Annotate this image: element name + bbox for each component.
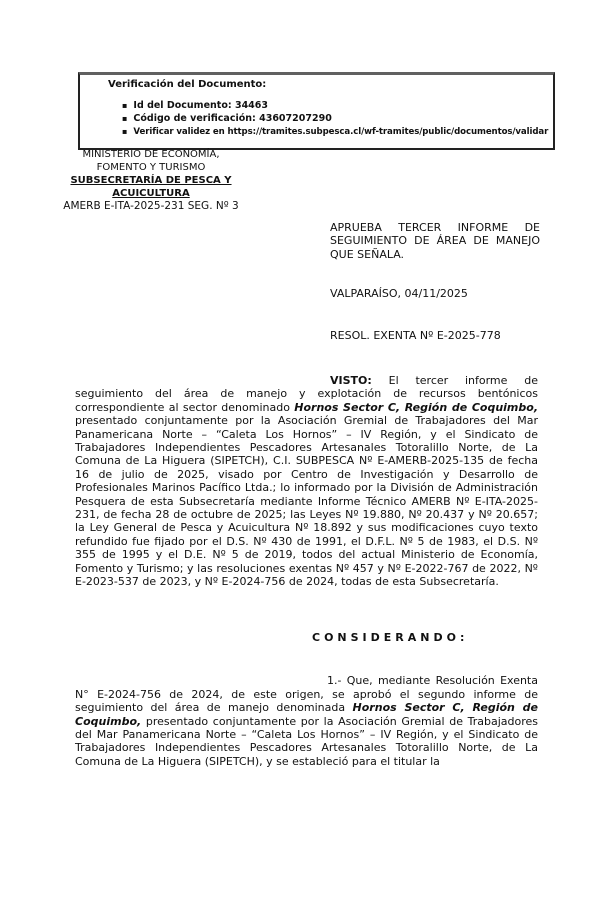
ministry-name-line2: FOMENTO Y TURISMO [96,162,206,173]
verification-item-text: Id del Documento: 34463 [133,100,269,111]
considerando-1-text-2: presentado conjuntamente por la Asociación Gremial de Trabajadores del Mar Panamericana Norte – “Caleta Los Hornos” – IV Región, y el Sindicato de Trabajadores Independientes Pescadores Artesanales Totoralillo Norte, de La Comuna de La Higuera (SIPETCH), y se estableció para el titular la [75,714,538,768]
verification-item-document-id [122,100,547,112]
letterhead [40,148,262,213]
considerando-1-text-1: 1.- Que, mediante Resolución Exenta N° E-2024-756 de 2024, de este origen, se aprobó el segundo informe de seguimiento del área de manejo denominada [75,674,538,715]
verification-item-url [122,126,547,138]
ministry-name-line1: MINISTERIO DE ECONOMÍA, [82,149,220,160]
bullet-icon: ▪ [122,127,128,136]
resolution-number: RESOL. EXENTA Nº E-2025-778 [330,329,501,342]
subsecretaria-name-line1: SUBSECRETARÍA DE PESCA Y [70,175,232,186]
considerando-heading: CONSIDERANDO: [312,631,469,644]
verification-box [78,72,555,150]
bullet-icon: ▪ [122,114,128,123]
verification-title: Verificación del Documento: [108,79,267,90]
amerb-reference: AMERB E-ITA-2025-231 SEG. Nº 3 [63,200,239,212]
visto-section [75,374,538,589]
considerando-item-1 [75,674,538,768]
visto-text-2: presentado conjuntamente por la Asociación Gremial de Trabajadores del Mar Panamericana Norte – “Caleta Los Hornos” – IV Región, y el Sindicato de Trabajadores Independientes Pescadores Artesanales Totoralillo Norte, de La Comuna de La Higuera (SIPETCH), C.I. SUBPESCA Nº E-AMERB-2025-135 de fecha 16 de julio de 2025, visado por Centro de Investigación y Desarrollo de Profesionales Marinos Pacífico Ltda.; lo informado por la División de Administración Pesquera de esta Subsecretaría mediante Informe Técnico AMERB Nº E-ITA-2025-231, de fecha 28 de octubre de 2025; las Leyes Nº 19.880, Nº 20.437 y Nº 20.657; la Ley General de Pesca y Acuicultura Nº 18.892 y sus modificaciones cuyo texto refundido fue fijado por el D.S. Nº 430 de 1991, el D.F.L. Nº 5 de 1983, el D.S. Nº 355 de 1995 y el D.E. Nº 5 de 2019, todos del actual Ministerio de Economía, Fomento y Turismo; y las resoluciones exentas Nº 457 y Nº E-2022-767 de 2022, Nº E-2023-537 de 2023, y Nº E-2024-756 de 2024, todas de esta Subsecretaría. [75,414,538,589]
subject-title: APRUEBA TERCER INFORME DE SEGUIMIENTO DE ÁREA DE MANEJO QUE SEÑALA. [330,221,540,261]
place-date: VALPARAÍSO, 04/11/2025 [330,287,468,300]
verification-list [122,100,547,138]
subsecretaria-name-line2: ACUICULTURA [112,188,190,199]
considerando-1-area-name: Hornos Sector C, Región de Coquimbo, [75,701,538,728]
visto-text-1: El tercer informe de seguimiento del área de manejo y explotación de recursos bentónicos correspondiente al sector denominado [75,374,538,414]
considerando-section [75,631,538,768]
visto-label: VISTO: [330,374,372,387]
bullet-icon: ▪ [122,101,128,110]
visto-paragraph [75,374,538,589]
verification-item-code [122,113,547,125]
verification-item-text: Código de verificación: 43607207290 [133,113,332,124]
verification-url-text: Verificar validez en https://tramites.subpesca.cl/wf-tramites/public/documentos/validar [133,127,549,137]
visto-area-name: Hornos Sector C, Región de Coquimbo, [294,400,538,414]
